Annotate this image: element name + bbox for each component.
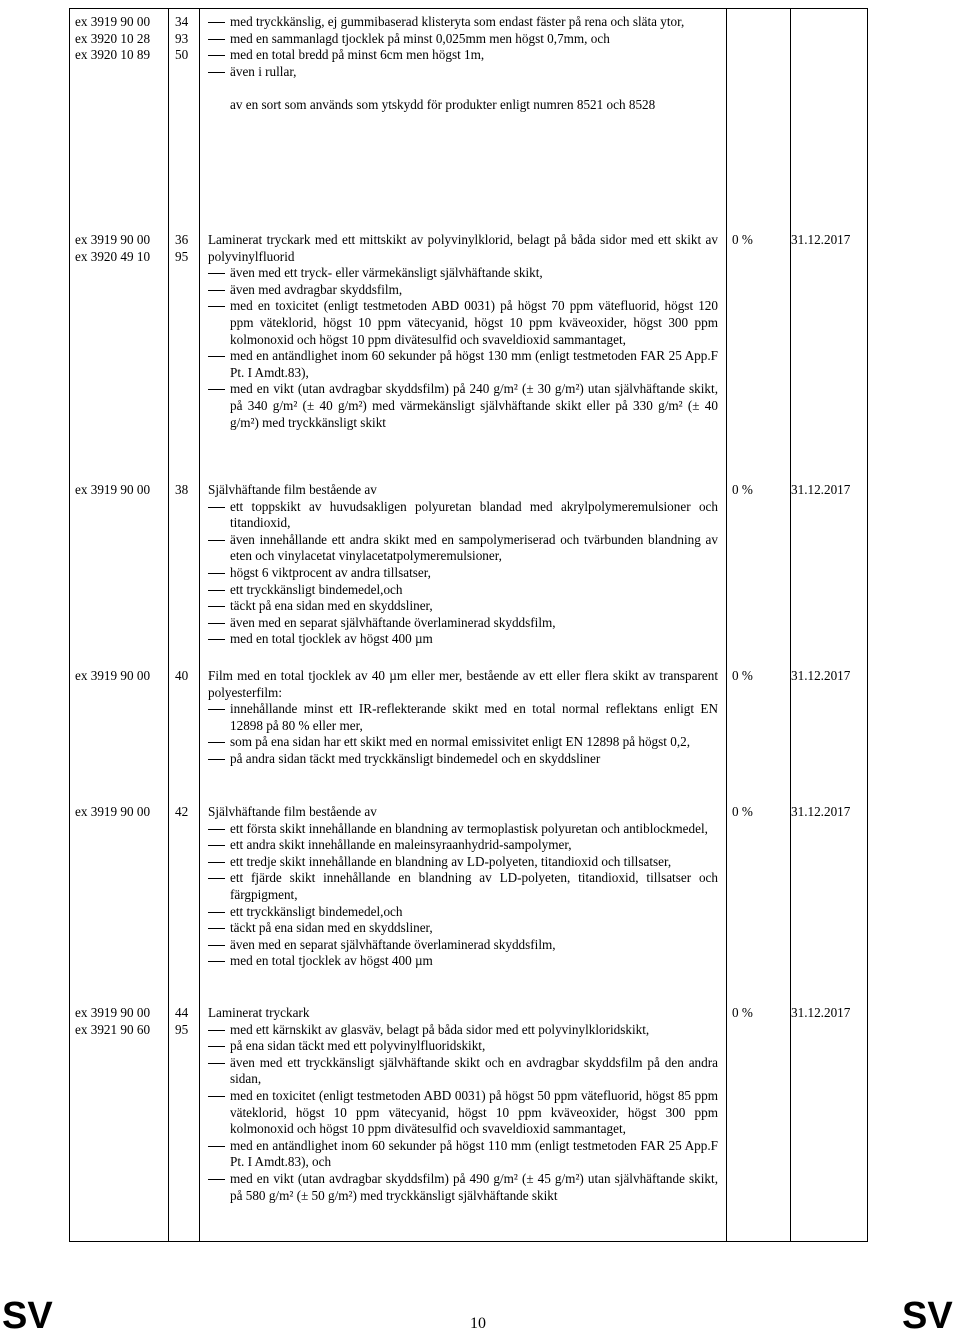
taric-code: 40 — [175, 668, 189, 683]
cn-code: ex 3919 90 00 ex 3921 90 60 — [75, 1005, 151, 1037]
dash-item: täckt på ena sidan med en skyddsliner, — [208, 920, 718, 937]
language-code-right: SV — [902, 1295, 953, 1337]
description — [208, 482, 718, 648]
language-code-left: SV — [2, 1295, 53, 1337]
description-text: Självhäftande film bestående av — [208, 482, 377, 497]
cn-code: ex 3919 90 00 — [75, 804, 151, 819]
end-date: 31.12.2017 — [791, 232, 851, 247]
taric-code: 42 — [175, 804, 189, 819]
dash-item: på andra sidan täckt med tryckkänsligt bindemedel och en skyddsliner — [208, 751, 718, 768]
dash-item: som på ena sidan har ett skikt med en normal emissivitet enligt EN 12898 på högst 0,2, — [208, 734, 718, 751]
description — [208, 232, 718, 431]
cn-code: ex 3919 90 00 ex 3920 49 10 — [75, 232, 151, 264]
dash-item: med en antändlighet inom 60 sekunder på högst 110 mm (enligt testmetoden FAR 25 App.F Pt. I Amdt.83), och — [208, 1138, 718, 1171]
dash-item: med en toxicitet (enligt testmetoden ABD 0031) på högst 70 ppm vätefluorid, högst 120 ppm väteklorid, högst 10 ppm vätecyanid, högst 10 ppm kväveoxider, högst 300 ppm kolmonoxid och högst 10 ppm divätesulfid och svaveldioxid sammantaget, — [208, 298, 718, 348]
column-divider — [168, 8, 169, 1242]
dash-item: även med en separat självhäftande överlaminerad skyddsfilm, — [208, 615, 718, 632]
dash-item: ett tryckkänsligt bindemedel,och — [208, 904, 718, 921]
dash-item: med en toxicitet (enligt testmetoden ABD 0031) på högst 50 ppm vätefluorid, högst 85 ppm väteklorid, högst 10 ppm vätecyanid, högst 10 ppm kväveoxider, högst 300 ppm kolmonoxid och högst 10 ppm divätesulfid och svaveldioxid sammantaget, — [208, 1088, 718, 1138]
dash-item: med en sammanlagd tjocklek på minst 0,025mm men högst 0,7mm, och — [208, 31, 718, 48]
dash-item: även med ett tryck- eller värmekänsligt självhäftande skikt, — [208, 265, 718, 282]
dash-item: med en vikt (utan avdragbar skyddsfilm) på 490 g/m² (± 45 g/m²) utan självhäftande skikt, på 580 g/m² (± 50 g/m²) med tryckkänsligt självhäftande skikt — [208, 1171, 718, 1204]
dash-item: även med avdragbar skyddsfilm, — [208, 282, 718, 299]
dash-item: med ett kärnskikt av glasväv, belagt på båda sidor med ett polyvinylkloridskikt, — [208, 1022, 718, 1039]
dash-item: ett tredje skikt innehållande en blandning av LD-polyeten, titandioxid och tillsatser, — [208, 854, 718, 871]
dash-item: även innehållande ett andra skikt med en sampolymeriserad och tvärbunden blandning av eten och vinylacetat vinylacetatpolymeremulsioner, — [208, 532, 718, 565]
dash-item: innehållande minst ett IR-reflekterande skikt med en total normal reflektans enligt EN 12898 på 80 % eller mer, — [208, 701, 718, 734]
dash-item: med en total tjocklek av högst 400 µm — [208, 953, 718, 970]
dash-item: ett första skikt innehållande en blandning av termoplastisk polyuretan och antiblockmedel, — [208, 821, 718, 838]
taric-code: 34 93 50 — [175, 14, 189, 63]
end-date: 31.12.2017 — [791, 1005, 851, 1020]
dash-item: med en vikt (utan avdragbar skyddsfilm) på 240 g/m² (± 30 g/m²) utan självhäftande skikt, på 340 g/m² (± 40 g/m²) med värmekänsligt självhäftande skikt eller på 330 g/m² (± 40 g/m²) med tryckkänsligt skikt — [208, 381, 718, 431]
duty-rate: 0 % — [732, 668, 753, 683]
dash-item: med en total bredd på minst 6cm men högst 1m, — [208, 47, 718, 64]
column-divider — [790, 8, 791, 1242]
description — [208, 1005, 718, 1204]
taric-code: 38 — [175, 482, 189, 497]
duty-rate: 0 % — [732, 482, 753, 497]
end-date: 31.12.2017 — [791, 668, 851, 683]
description-text: av en sort som används som ytskydd för produkter enligt numren 8521 och 8528 — [230, 96, 656, 112]
taric-code: 44 95 — [175, 1005, 189, 1037]
column-divider — [726, 8, 727, 1242]
description-text — [208, 80, 718, 97]
dash-item: med en total tjocklek av högst 400 µm — [208, 631, 718, 648]
description-text: Film med en total tjocklek av 40 µm eller mer, bestående av ett eller flera skikt av transparent polyesterfilm: — [208, 668, 718, 700]
dash-item: högst 6 viktprocent av andra tillsatser, — [208, 565, 718, 582]
cn-code: ex 3919 90 00 — [75, 482, 151, 497]
dash-item: ett toppskikt av huvudsakligen polyuretan blandad med akrylpolymeremulsioner och titandioxid, — [208, 499, 718, 532]
description — [208, 804, 718, 970]
description-text: Laminerat tryckark med ett mittskikt av polyvinylklorid, belagt på båda sidor med ett skikt av polyvinylfluorid — [208, 232, 718, 264]
description-text: Laminerat tryckark — [208, 1005, 310, 1020]
dash-item: även med en separat självhäftande överlaminerad skyddsfilm, — [208, 937, 718, 954]
dash-item: täckt på ena sidan med en skyddsliner, — [208, 598, 718, 615]
dash-item: på ena sidan täckt med ett polyvinylfluoridskikt, — [208, 1038, 718, 1055]
description — [208, 14, 718, 114]
column-divider — [199, 8, 200, 1242]
taric-code: 36 95 — [175, 232, 189, 264]
dash-item: med en antändlighet inom 60 sekunder på högst 130 mm (enligt testmetoden FAR 25 App.F Pt. I Amdt.83), — [208, 348, 718, 381]
duty-rate: 0 % — [732, 1005, 753, 1020]
duty-rate: 0 % — [732, 232, 753, 247]
dash-item: även i rullar, — [208, 64, 718, 81]
dash-item: ett andra skikt innehållande en maleinsyraanhydrid-sampolymer, — [208, 837, 718, 854]
end-date: 31.12.2017 — [791, 804, 851, 819]
dash-item: med tryckkänslig, ej gummibaserad klisteryta som endast fäster på rena och släta ytor, — [208, 14, 718, 31]
duty-rate: 0 % — [732, 804, 753, 819]
description — [208, 668, 718, 768]
dash-item: även med ett tryckkänsligt självhäftande skikt och en avdragbar skyddsfilm på den andra sidan, — [208, 1055, 718, 1088]
dash-item: ett fjärde skikt innehållande en blandning av LD-polyeten, titandioxid, tillsatser och färgpigment, — [208, 870, 718, 903]
page-number: 10 — [470, 1315, 486, 1332]
end-date: 31.12.2017 — [791, 482, 851, 497]
cn-code: ex 3919 90 00 — [75, 668, 151, 683]
cn-code: ex 3919 90 00 ex 3920 10 28 ex 3920 10 89 — [75, 14, 151, 63]
description-text: Självhäftande film bestående av — [208, 804, 377, 819]
dash-item: ett tryckkänsligt bindemedel,och — [208, 582, 718, 599]
